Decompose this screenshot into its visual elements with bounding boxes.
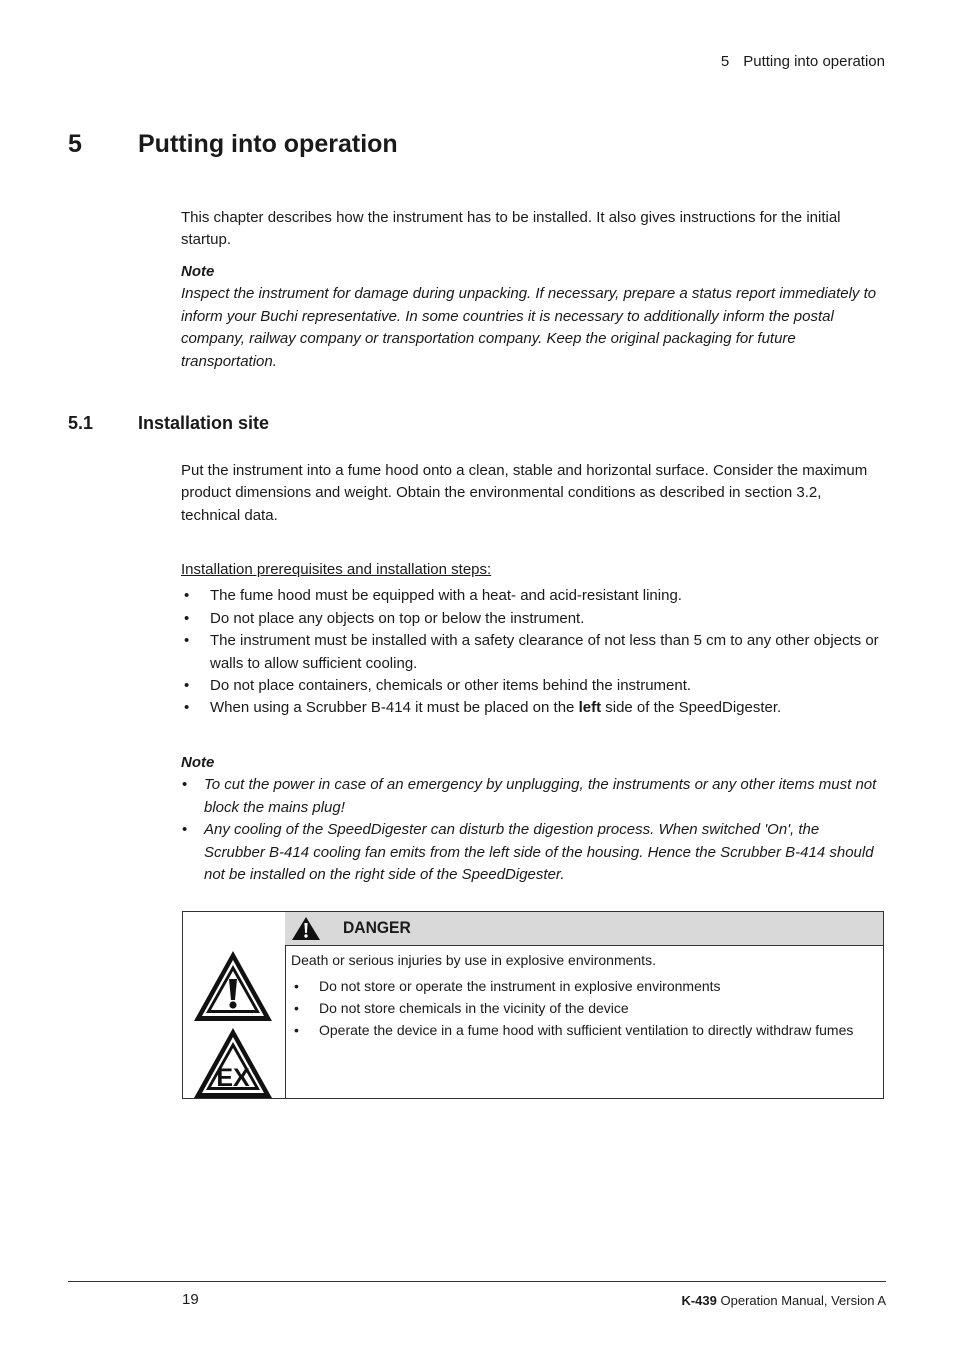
danger-list <box>291 975 873 1041</box>
list-item: • Do not place containers, chemicals or other items behind the instrument. <box>181 675 881 697</box>
running-header-chapter-title: Putting into operation <box>743 53 885 70</box>
section-title: Installation site <box>138 413 270 433</box>
chapter-title: Putting into operation <box>138 130 398 158</box>
intro-block <box>181 207 881 252</box>
chapter-heading <box>68 130 398 159</box>
footer-rule <box>68 1281 886 1282</box>
section-number: 5.1 <box>68 413 94 433</box>
note-list <box>181 774 881 886</box>
danger-content <box>291 949 873 1041</box>
list-item-scrubber <box>181 697 881 719</box>
danger-headline: Death or serious injuries by use in explosive environments. <box>291 952 656 968</box>
note-title-2: Note <box>181 754 215 771</box>
footer-model: K-439 <box>681 1293 717 1308</box>
running-header-chapter-number: 5 <box>720 53 730 70</box>
list-item: • The fume hood must be equipped with a heat- and acid-resistant lining. <box>181 585 881 607</box>
danger-icons-column <box>183 912 286 1098</box>
note-title: Note <box>181 263 215 280</box>
scrubber-text-before: When using a Scrubber B-414 it must be placed on the <box>210 699 579 717</box>
danger-box <box>182 911 884 1099</box>
running-header <box>721 53 885 70</box>
warning-triangle-icon <box>192 949 274 1023</box>
page-number: 19 <box>182 1291 199 1308</box>
warning-icon <box>291 916 321 941</box>
prerequisites-heading: Installation prerequisites and installation steps: <box>181 561 492 578</box>
footer-doc-title: Operation Manual, Version A <box>716 1293 886 1308</box>
section-heading <box>68 413 269 434</box>
note-list-item: • To cut the power in case of an emergency by unplugging, the instruments or any other items must not block the mains plug! <box>181 774 881 819</box>
section-text-block <box>181 460 881 527</box>
danger-list-item: • Operate the device in a fume hood with sufficient ventilation to directly withdraw fumes <box>291 1019 873 1041</box>
intro-paragraph: This chapter describes how the instrument has to be installed. It also gives instructions for the initial startup. <box>181 209 841 249</box>
prerequisites-list <box>181 585 881 719</box>
note-block <box>181 261 881 373</box>
explosive-atmosphere-icon-text: EX <box>216 1064 250 1092</box>
danger-list-item: • Do not store or operate the instrument in explosive environments <box>291 975 873 997</box>
danger-list-item: • Do not store chemicals in the vicinity of the device <box>291 997 873 1019</box>
chapter-number: 5 <box>68 130 82 158</box>
danger-header <box>285 912 883 946</box>
danger-label: DANGER <box>343 918 411 937</box>
note-block-2 <box>181 752 881 886</box>
explosive-atmosphere-icon <box>192 1026 274 1100</box>
section-paragraph: Put the instrument into a fume hood onto a clean, stable and horizontal surface. Consider the maximum product dimensions and weight. Obtain the environmental conditions as described in section 3.2, technical data. <box>181 462 868 524</box>
list-item: • The instrument must be installed with a safety clearance of not less than 5 cm to any other objects or walls to allow sufficient cooling. <box>181 630 881 675</box>
prerequisites-block <box>181 559 881 720</box>
scrubber-text-after: side of the SpeedDigester. <box>601 699 782 717</box>
footer-document-info <box>681 1293 886 1308</box>
list-item: • Do not place any objects on top or below the instrument. <box>181 608 881 630</box>
note-text: Inspect the instrument for damage during unpacking. If necessary, prepare a status report immediately to inform your Buchi representative. In some countries it is necessary to additionally inform the postal company, railway company or transportation company. Keep the original packaging for future transportation. <box>181 285 877 370</box>
note-list-item: • Any cooling of the SpeedDigester can disturb the digestion process. When switched 'On', the Scrubber B-414 cooling fan emits from the left side of the housing. Hence the Scrubber B-414 should not be installed on the right side of the SpeedDigester. <box>181 819 881 886</box>
scrubber-text-bold: left <box>578 699 602 717</box>
